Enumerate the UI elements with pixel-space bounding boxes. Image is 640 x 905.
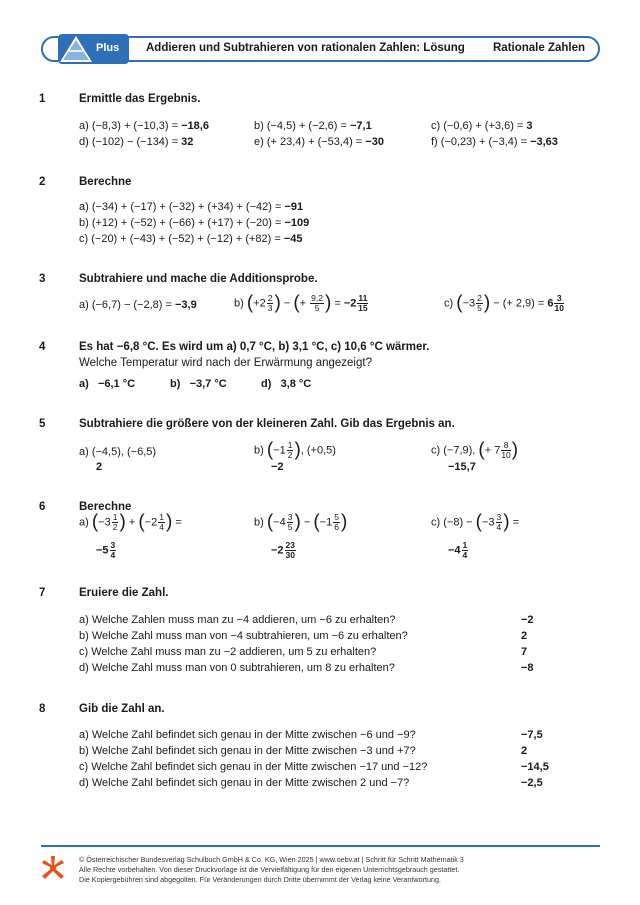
task6-item-c: c) (−8) − (−3 $\frac{3}{4}$ ) = [431, 511, 520, 533]
task3-item-b: b) (+2 $\frac{2}{3}$ ) − (+ $\frac{9,2}{5}$ ) = −2 $\frac{11}{15}$ [234, 292, 368, 314]
task4-item-d: d) 3,8 °C [261, 378, 312, 390]
task8-answer-d: −2,5 [521, 777, 543, 789]
task1-item-d: d) (−102) − (−134) = 32 [79, 136, 194, 148]
task1-item-b: b) (−4,5) + (−2,6) = −7,1 [254, 120, 372, 132]
task4-item-b: b) −3,7 °C [170, 378, 227, 390]
task1-item-c: c) (−0,6) + (+3,6) = 3 [431, 120, 533, 132]
task6-answer-b: −2 $\frac{23}{30}$ [271, 540, 296, 560]
task-title: Berechne [79, 176, 132, 188]
task7-answer-c: 7 [521, 646, 528, 658]
task8-answer-c: −14,5 [521, 761, 549, 773]
task4-question: Welche Temperatur wird nach der Erwärmung angezeigt? [79, 357, 372, 369]
task6-answer-a: −5 $\frac{3}{4}$ [96, 540, 116, 560]
task7-answer-d: −8 [521, 662, 534, 674]
task4-item-a: a) −6,1 °C [79, 378, 136, 390]
task6-answer-c: −4 $\frac{1}{4}$ [448, 540, 468, 560]
task1-item-f: f) (−0,23) + (−3,4) = −3,63 [431, 136, 558, 148]
task3-item-c: c) (−3 $\frac{2}{5}$ ) − (+ 2,9) = 6 $\frac{3}{10}$ [444, 292, 564, 314]
task7-answer-a: −2 [521, 614, 534, 626]
task-number: 6 [39, 501, 46, 513]
task5-answer-a: 2 [96, 461, 103, 473]
task-number: 1 [39, 93, 46, 105]
task8-item-b: b) Welche Zahl befindet sich genau in der Mitte zwischen −3 und +7? [79, 745, 416, 757]
task-number: 5 [39, 418, 46, 430]
publisher-star-icon [41, 855, 65, 883]
task-number: 8 [39, 703, 46, 715]
task-number: 7 [39, 587, 46, 599]
task-number: 3 [39, 273, 46, 285]
task-title: Ermittle das Ergebnis. [79, 93, 201, 105]
task-title: Subtrahiere die größere von der kleineren Zahl. Gib das Ergebnis an. [79, 418, 455, 430]
footer-rights: Alle Rechte vorbehalten. Von dieser Druckvorlage ist die Vervielfältigung für den eigenen Unterrichtsgebrauch gestattet. [79, 865, 460, 874]
footer-copyright: © Österreichischer Bundesverlag Schulbuch GmbH & Co. KG, Wien 2025 | www.oebv.at | Schritt für Schritt Mathematik 3 [79, 855, 464, 864]
task7-item-c: c) Welche Zahl muss man zu −2 addieren, um 5 zu erhalten? [79, 646, 377, 658]
task2-item-b: b) (+12) + (−52) + (−66) + (+17) + (−20) = −109 [79, 217, 310, 229]
task6-item-a: a) (−3 $\frac{1}{2}$ ) + (−2 $\frac{1}{4}$ ) = [79, 511, 182, 533]
task8-answer-b: 2 [521, 745, 528, 757]
task3-item-a: a) (−6,7) − (−2,8) = −3,9 [79, 299, 197, 311]
task8-answer-a: −7,5 [521, 729, 543, 741]
task1-item-a: a) (−8,3) + (−10,3) = −18,6 [79, 120, 209, 132]
task7-item-a: a) Welche Zahlen muss man zu −4 addieren, um −6 zu erhalten? [79, 614, 396, 626]
task5-item-b: b) (−1 $\frac{1}{2}$ ), (+0,5) [254, 439, 336, 461]
footer-rule [41, 845, 600, 847]
task5-item-a: a) (−4,5), (−6,5) [79, 446, 157, 458]
plus-logo [58, 31, 129, 68]
task-title: Berechne [79, 501, 132, 513]
footer-disclaimer: Die Kopiergebühren sind abgegolten. Für Veränderungen durch Dritte übernimmt der Verlag keine Verantwortung. [79, 875, 441, 884]
task7-item-b: b) Welche Zahl muss man von −4 subtrahieren, um −6 zu erhalten? [79, 630, 408, 642]
task2-item-c: c) (−20) + (−43) + (−52) + (−12) + (+82) = −45 [79, 233, 303, 245]
task5-answer-c: −15,7 [448, 461, 476, 473]
task-title: Es hat −6,8 °C. Es wird um a) 0,7 °C, b) 3,1 °C, c) 10,6 °C wärmer. [79, 341, 430, 353]
topic-label: Rationale Zahlen [493, 42, 586, 54]
task2-item-a: a) (−34) + (−17) + (−32) + (+34) + (−42) = −91 [79, 201, 304, 213]
task7-item-d: d) Welche Zahl muss man von 0 subtrahieren, um 8 zu erhalten? [79, 662, 395, 674]
task-title: Gib die Zahl an. [79, 703, 165, 715]
page-title: Addieren und Subtrahieren von rationalen Zahlen: Lösung [146, 42, 465, 54]
task7-answer-b: 2 [521, 630, 528, 642]
task-number: 2 [39, 176, 46, 188]
task8-item-a: a) Welche Zahl befindet sich genau in der Mitte zwischen −6 und −9? [79, 729, 416, 741]
task1-item-e: e) (+ 23,4) + (−53,4) = −30 [254, 136, 384, 148]
task-number: 4 [39, 341, 46, 353]
task-title: Eruiere die Zahl. [79, 587, 169, 599]
task-title: Subtrahiere und mache die Additionsprobe. [79, 273, 318, 285]
task6-item-b: b) (−4 $\frac{3}{5}$ ) − (−1 $\frac{5}{6}$ ) [254, 511, 348, 533]
task8-item-c: c) Welche Zahl befindet sich genau in der Mitte zwischen −17 und −12? [79, 761, 428, 773]
task8-item-d: d) Welche Zahl befindet sich genau in der Mitte zwischen 2 und −7? [79, 777, 410, 789]
logo-text: Plus [96, 42, 120, 54]
task5-answer-b: −2 [271, 461, 284, 473]
task5-item-c: c) (−7,9), (+ 7 $\frac{8}{10}$ ) [431, 439, 519, 461]
